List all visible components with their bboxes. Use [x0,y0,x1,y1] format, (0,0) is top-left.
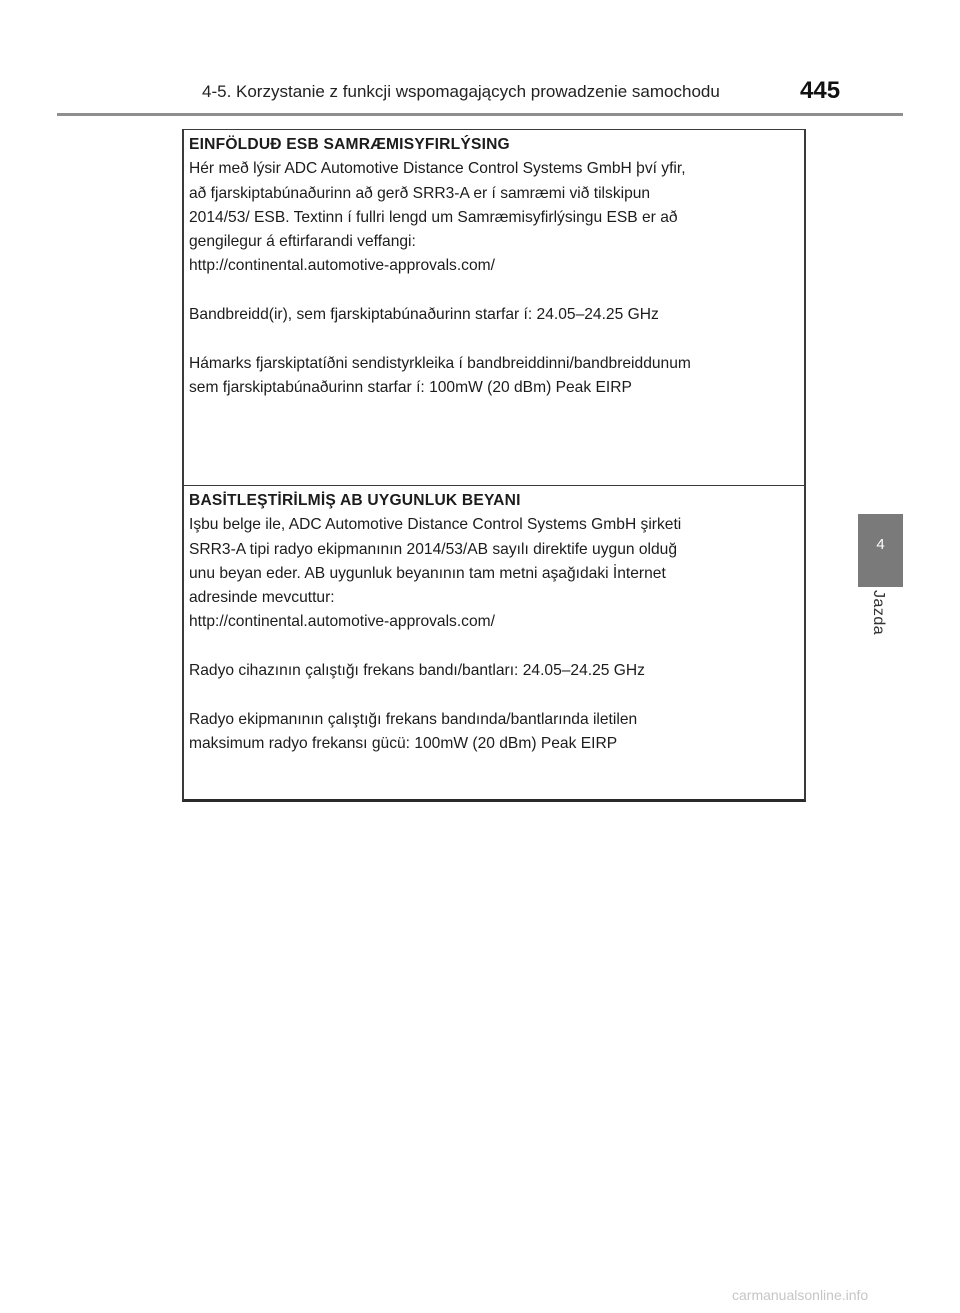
declaration-bandwidth: Bandbreidd(ir), sem fjarskiptabúnaðurinn starfar í: 24.05–24.25 GHz [189,306,659,324]
declaration-line: gengilegur á eftirfarandi veffangi: [189,233,416,251]
declaration-icelandic [184,133,804,483]
declaration-line: að fjarskiptabúnaðurinn að gerð SRR3-A er í samræmi við tilskipun [189,184,651,202]
spacer [189,327,800,351]
declaration-power-line: Hámarks fjarskiptatíðni sendistyrkleika í bandbreiddinni/bandbreiddunum [189,354,691,372]
declaration-line: SRR3-A tipi radyo ekipmanının 2014/53/AB sayılı direktife uygun olduğ [189,540,678,558]
page-number: 445 [800,77,841,104]
spacer [189,683,800,707]
chapter-tab-label: Jazda [870,590,887,636]
page-header-title: 4-5. Korzystanie z funkcji wspomagających prowadzenie samochodu [202,82,720,101]
declaration-line: adresinde mevcuttur: [189,589,335,607]
spacer [189,635,800,659]
header-rule [57,113,903,116]
declaration-box [182,129,806,802]
chapter-tab [858,514,903,587]
declaration-line: unu beyan eder. AB uygunluk beyanının tam metni aşağıdaki İnternet [189,564,666,582]
declaration-power-line: Radyo ekipmanının çalıştığı frekans bandında/bantlarında iletilen [189,710,638,728]
declaration-heading: BASİTLEŞTİRİLMİŞ AB UYGUNLUK BEYANI [189,492,521,509]
declaration-heading: EINFÖLDUÐ ESB SAMRÆMISYFIRLÝSING [189,136,510,153]
declaration-turkish [184,485,804,797]
declaration-line: Hér með lýsir ADC Automotive Distance Control Systems GmbH því yfir, [189,160,686,178]
declaration-url: http://continental.automotive-approvals.com/ [189,257,495,275]
spacer [189,279,800,303]
declaration-url: http://continental.automotive-approvals.com/ [189,613,495,631]
declaration-line: Işbu belge ile, ADC Automotive Distance Control Systems GmbH şirketi [189,516,682,534]
chapter-tab-number: 4 [876,536,885,553]
watermark: carmanualsonline.info [732,1287,869,1303]
declaration-power-line: maksimum radyo frekansı gücü: 100mW (20 dBm) Peak EIRP [189,734,618,752]
declaration-power-line: sem fjarskiptabúnaðurinn starfar í: 100mW (20 dBm) Peak EIRP [189,378,632,396]
declaration-line: 2014/53/ ESB. Textinn í fullri lengd um Samræmisyfirlýsingu ESB er að [189,208,678,226]
declaration-bandwidth: Radyo cihazının çalıştığı frekans bandı/bantları: 24.05–24.25 GHz [189,662,645,680]
